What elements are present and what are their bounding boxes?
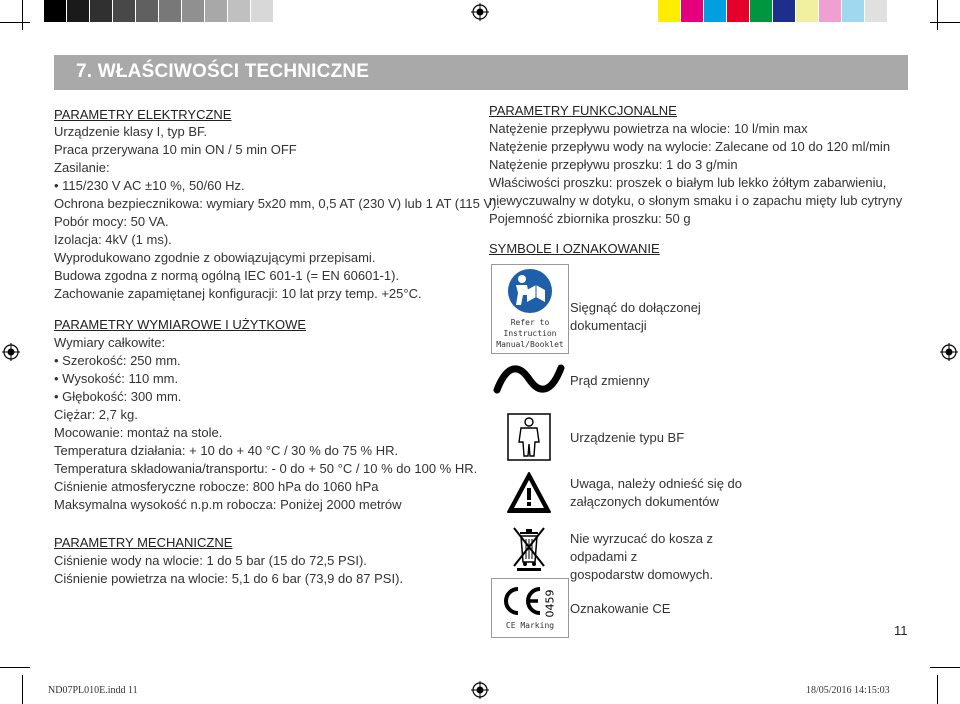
swatch xyxy=(90,0,112,22)
alternating-current-icon xyxy=(493,362,565,396)
warning-icon xyxy=(506,471,552,515)
swatch xyxy=(228,0,250,22)
functional-line: Pojemność zbiornika proszku: 50 g xyxy=(489,211,691,226)
dimensions-line: • Szerokość: 250 mm. xyxy=(54,353,181,368)
section-header-bar xyxy=(54,55,908,90)
dimensions-line: Temperatura działania: + 10 do + 40 °C / 30 % do 75 % HR. xyxy=(54,443,399,458)
swatch xyxy=(796,0,818,22)
swatch xyxy=(658,0,680,22)
dimensions-line: Temperatura składowania/transportu: - 0 do + 50 °C / 10 % do 100 % HR. xyxy=(54,461,478,476)
ce-mark-icon xyxy=(500,585,546,617)
swatch xyxy=(842,0,864,22)
electrical-line: • 115/230 V AC ±10 %, 50/60 Hz. xyxy=(54,178,245,193)
swatch xyxy=(159,0,181,22)
registration-mark-icon xyxy=(471,3,489,21)
ce-number: 0459 xyxy=(543,589,557,618)
type-bf-icon xyxy=(505,412,553,462)
crop-mark xyxy=(22,0,23,30)
symbol-description xyxy=(570,475,760,511)
registration-mark-icon xyxy=(471,681,489,699)
symbol-description-line: Nie wyrzucać do kosza z odpadami z xyxy=(570,531,714,564)
swatch xyxy=(681,0,703,22)
crop-mark xyxy=(0,22,30,23)
swatch xyxy=(251,0,273,22)
symbol-cell xyxy=(491,468,567,518)
symbol-row xyxy=(491,578,763,638)
electrical-line: Izolacja: 4kV (1 ms). xyxy=(54,232,172,247)
symbol-description-line: gospodarstw domowych. xyxy=(570,567,714,582)
functional-line: niewyczuwalny w dotyku, o słonym smaku i o zapachu mięty lub cytryny xyxy=(489,193,903,208)
electrical-line: Budowa zgodna z normą ogólną IEC 601-1 (= EN 60601-1). xyxy=(54,268,400,283)
dimensions-line: Maksymalna wysokość n.p.m robocza: Poniżej 2000 metrów xyxy=(54,497,402,512)
functional-heading: PARAMETRY FUNKCJONALNE xyxy=(489,103,677,118)
registration-mark-icon xyxy=(940,343,958,361)
functional-line: Natężenie przepływu proszku: 1 do 3 g/min xyxy=(489,157,738,172)
footer-filename: ND07PL010E.indd 11 xyxy=(48,685,138,696)
functional-line: Natężenie przepływu wody na wylocie: Zalecane od 10 do 120 ml/min xyxy=(489,139,891,154)
crop-mark xyxy=(0,667,30,668)
functional-line: Natężenie przepływu powietrza na wlocie: 10 l/min max xyxy=(489,121,808,136)
mechanical-line: Ciśnienie powietrza na wlocie: 5,1 do 6 bar (73,9 do 87 PSI). xyxy=(54,571,404,586)
symbol-row xyxy=(491,522,763,582)
symbol-row xyxy=(491,356,763,408)
symbol-description: Urządzenie typu BF xyxy=(570,430,685,445)
symbol-description: Oznakowanie CE xyxy=(570,601,671,616)
icon-caption: Refer to xyxy=(510,318,550,327)
swatch xyxy=(182,0,204,22)
ce-number-box xyxy=(542,585,562,619)
symbol-description: Prąd zmienny xyxy=(570,373,650,388)
swatch xyxy=(136,0,158,22)
crop-mark xyxy=(930,22,960,23)
crop-mark xyxy=(937,675,938,704)
electrical-line: Praca przerywana 10 min ON / 5 min OFF xyxy=(54,142,297,157)
swatch xyxy=(819,0,841,22)
symbol-row xyxy=(491,264,763,354)
dimensions-line: • Wysokość: 110 mm. xyxy=(54,371,179,386)
swatch xyxy=(773,0,795,22)
electrical-line: Pobór mocy: 50 VA. xyxy=(54,214,169,229)
page-number: 11 xyxy=(894,623,908,638)
mechanical-heading: PARAMETRY MECHANICZNE xyxy=(54,535,233,550)
footer-timestamp: 18/05/2016 14:15:03 xyxy=(806,685,890,696)
crop-mark xyxy=(937,0,938,30)
symbols-table xyxy=(491,264,763,638)
symbol-cell xyxy=(491,522,567,574)
symbol-cell xyxy=(491,578,569,638)
symbol-cell xyxy=(491,356,567,406)
registration-mark-icon xyxy=(2,343,20,361)
dimensions-line: Mocowanie: montaż na stole. xyxy=(54,425,223,440)
dimensions-line: Ciśnienie atmosferyczne robocze: 800 hPa do 1060 hPa xyxy=(54,479,379,494)
symbol-description xyxy=(570,530,763,584)
dimensions-line: Ciężar: 2,7 kg. xyxy=(54,407,138,422)
electrical-line: Ochrona bezpiecznikowa: wymiary 5x20 mm, 0,5 AT (230 V) lub 1 AT (115 V). xyxy=(54,196,501,211)
swatch xyxy=(44,0,66,22)
electrical-line: Wyprodukowano zgodnie z obowiązującymi przepisami. xyxy=(54,250,376,265)
crop-mark xyxy=(22,675,23,704)
swatch xyxy=(113,0,135,22)
symbol-description: Sięgnąć do dołączonej dokumentacji xyxy=(570,300,701,333)
swatch xyxy=(205,0,227,22)
dimensions-line: Wymiary całkowite: xyxy=(54,335,166,350)
refer-to-manual-icon xyxy=(507,268,553,314)
symbol-row xyxy=(491,468,763,520)
symbol-description-line: załączonych dokumentów xyxy=(570,494,719,509)
swatch xyxy=(865,0,887,22)
symbol-cell xyxy=(491,410,567,464)
icon-caption: CE Marking xyxy=(505,621,555,630)
mechanical-line: Ciśnienie wody na wlocie: 1 do 5 bar (15 do 72,5 PSI). xyxy=(54,553,367,568)
electrical-line: Urządzenie klasy I, typ BF. xyxy=(54,124,208,139)
electrical-line: Zasilanie: xyxy=(54,160,110,175)
swatch xyxy=(704,0,726,22)
electrical-line: Zachowanie zapamiętanej konfiguracji: 10 lat przy temp. +25°C. xyxy=(54,286,422,301)
icon-caption: Manual/Booklet xyxy=(496,340,564,349)
icon-caption: Instruction xyxy=(503,329,557,338)
swatch xyxy=(67,0,89,22)
symbol-description-line: Uwaga, należy odnieść się do xyxy=(570,476,742,491)
weee-bin-icon xyxy=(511,524,547,572)
section-title: 7. WŁAŚCIWOŚCI TECHNICZNE xyxy=(76,61,370,82)
swatch xyxy=(727,0,749,22)
crop-mark xyxy=(930,667,960,668)
symbol-cell xyxy=(491,264,569,354)
swatch xyxy=(750,0,772,22)
electrical-heading: PARAMETRY ELEKTRYCZNE xyxy=(54,107,232,122)
functional-line: Właściwości proszku: proszek o białym lub lekko żółtym zabarwieniu, xyxy=(489,175,887,190)
symbols-heading: SYMBOLE I OZNAKOWANIE xyxy=(489,241,660,256)
symbol-row xyxy=(491,410,763,466)
dimensions-line: • Głębokość: 300 mm. xyxy=(54,389,182,404)
dimensions-heading: PARAMETRY WYMIAROWE I UŻYTKOWE xyxy=(54,317,307,332)
